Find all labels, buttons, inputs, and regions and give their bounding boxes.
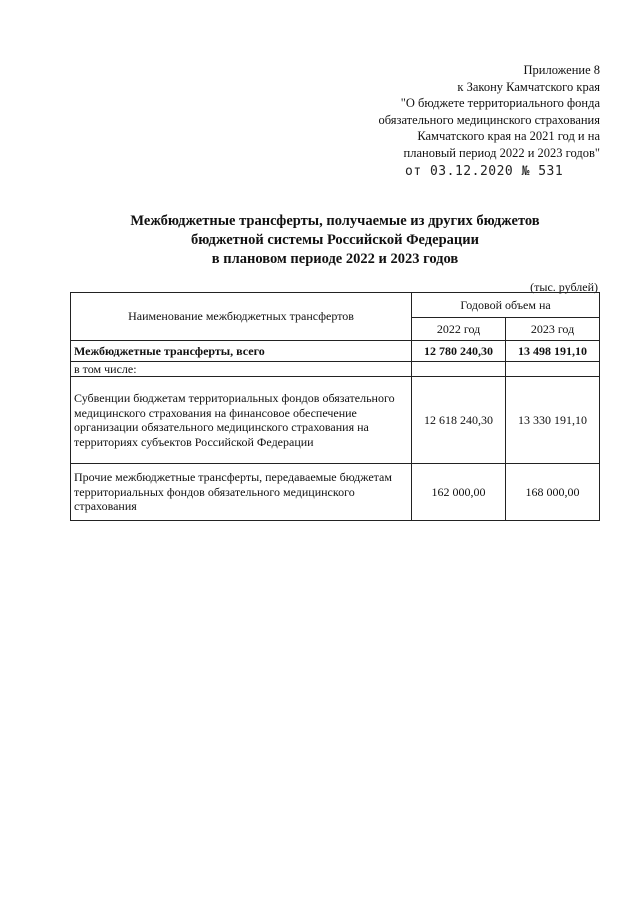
title-line-3: в плановом периоде 2022 и 2023 годов [211, 251, 459, 267]
table-row-total [71, 341, 600, 362]
title-line-1: Межбюджетные трансферты, получаемые из других бюджетов [130, 213, 540, 229]
appendix-number: Приложение 8 [523, 63, 600, 77]
law-date-number: от 03.12.2020 № 531 [405, 164, 564, 179]
appendix-law-title-1: "О бюджете территориального фонда [400, 96, 600, 110]
row-value-2023: 168 000,00 [506, 464, 600, 521]
row-value-2023: 13 330 191,10 [506, 377, 600, 464]
header-year-2022: 2022 год [412, 318, 506, 341]
header-year-2023: 2023 год [506, 318, 600, 341]
appendix-header [378, 62, 600, 161]
table-row-including [71, 362, 600, 377]
title-line-2: бюджетной системы Российской Федерации [191, 232, 479, 248]
row-value-2022: 12 618 240,30 [412, 377, 506, 464]
total-2023: 13 498 191,10 [506, 341, 600, 362]
header-annual-volume: Годовой объем на [412, 293, 600, 318]
appendix-law-title-4: плановый период 2022 и 2023 годов" [403, 145, 600, 160]
row-name: Прочие межбюджетные трансферты, передаваемые бюджетам территориальных фондов обязательного медицинского страхования [71, 464, 412, 521]
row-name: Субвенции бюджетам территориальных фондов обязательного медицинского страхования на финансовое обеспечение организации обязательного медицинского страхования на территориях субъектов Российской Федерации [71, 377, 412, 464]
document-title [70, 212, 600, 269]
total-2022: 12 780 240,30 [412, 341, 506, 362]
including-empty-2022 [412, 362, 506, 377]
transfers-table [70, 292, 600, 521]
table-row [71, 464, 600, 521]
row-value-2022: 162 000,00 [412, 464, 506, 521]
appendix-law-ref: к Закону Камчатского края [457, 79, 600, 94]
including-label: в том числе: [71, 362, 412, 377]
units-label: (тыс. рублей) [530, 280, 598, 294]
total-name: Межбюджетные трансферты, всего [71, 341, 412, 362]
table-row [71, 377, 600, 464]
appendix-law-title-3: Камчатского края на 2021 год и на [417, 129, 600, 143]
header-name: Наименование межбюджетных трансфертов [71, 293, 412, 341]
including-empty-2023 [506, 362, 600, 377]
appendix-law-title-2: обязательного медицинского страхования [378, 112, 600, 127]
